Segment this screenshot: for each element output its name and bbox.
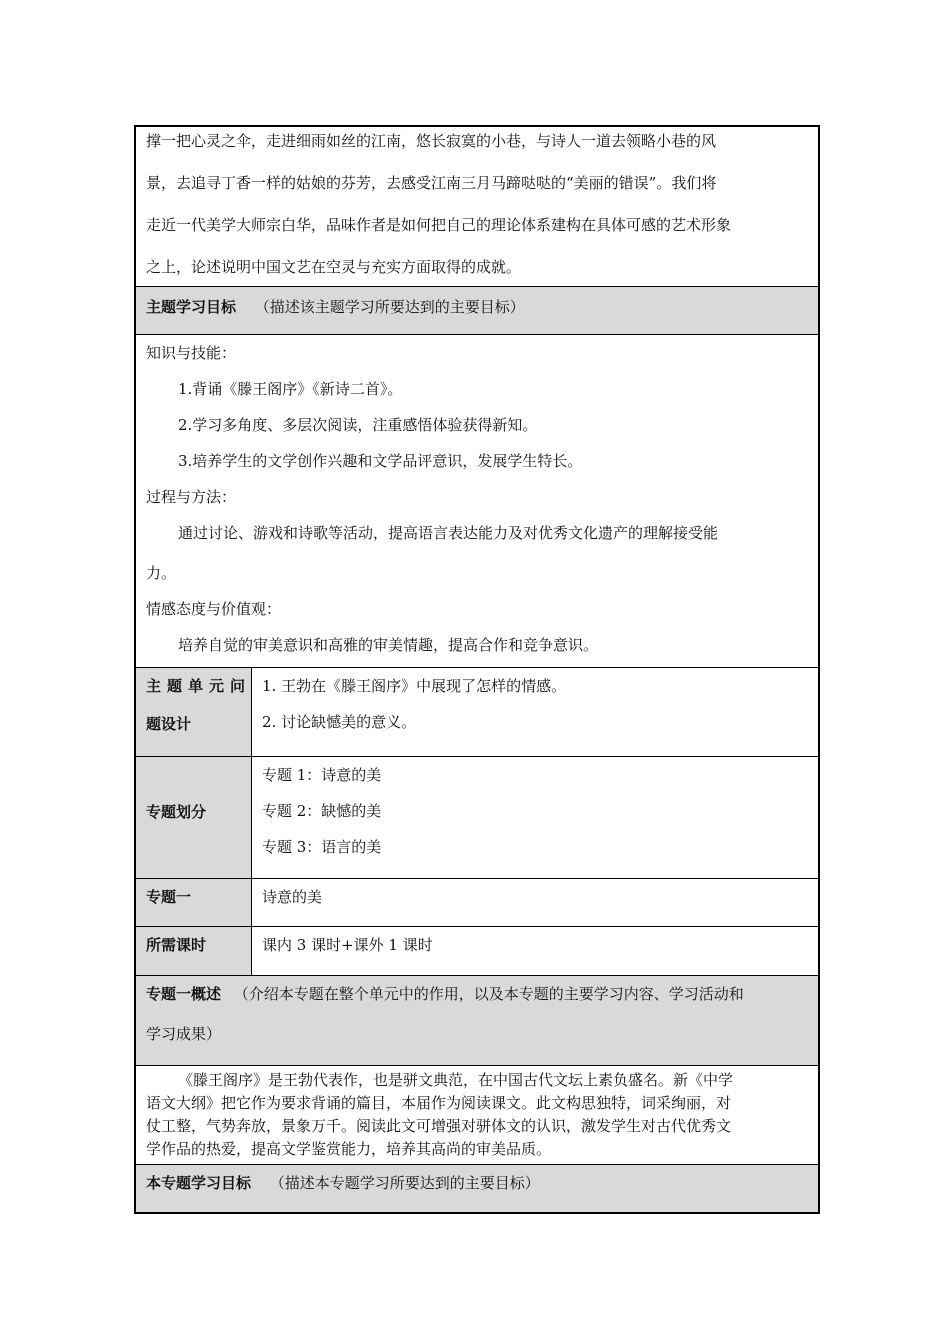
overview-note-cont: 学习成果） — [146, 1025, 222, 1043]
topic-item: 专题 2：缺憾的美 — [262, 802, 382, 820]
intro-line: 景，去追寻丁香一样的姑娘的芬芳，去感受江南三月马蹄哒哒的“美丽的错误”。我们将 — [146, 174, 717, 192]
emotion-label: 情感态度与价值观： — [146, 600, 282, 618]
goals-body — [136, 334, 818, 667]
questions-label-line: 主题单元问 — [146, 677, 252, 695]
topic-one-label: 专题一 — [136, 879, 252, 926]
topic-one-row — [136, 878, 818, 926]
intro-line: 撑一把心灵之伞，走进细雨如丝的江南，悠长寂寞的小巷，与诗人一道去领略小巷的风 — [146, 132, 717, 150]
process-line: 通过讨论、游戏和诗歌等活动，提高语言表达能力及对优秀文化遗产的理解接受能 — [178, 524, 719, 542]
questions-label — [136, 668, 252, 756]
questions-row — [136, 667, 818, 756]
question-item: 2. 讨论缺憾美的意义。 — [262, 713, 417, 731]
overview-header — [136, 975, 818, 1065]
hours-row — [136, 926, 818, 975]
emotion-text: 培养自觉的审美意识和高雅的审美情趣，提高合作和竞争意识。 — [178, 636, 599, 654]
intro-line: 之上，论述说明中国文艺在空灵与充实方面取得的成就。 — [146, 258, 522, 276]
topic-item: 专题 3：语言的美 — [262, 838, 382, 856]
topics-label: 专题划分 — [136, 757, 252, 878]
topics-list — [252, 757, 818, 878]
goals-header — [136, 286, 818, 334]
knowledge-label: 知识与技能： — [146, 344, 237, 362]
questions-label-line: 题设计 — [146, 715, 192, 733]
intro-line: 走近一代美学大师宗白华，品味作者是如何把自己的理论体系建构在具体可感的艺术形象 — [146, 216, 732, 234]
goals-note: （描述该主题学习所要达到的主要目标） — [254, 298, 525, 316]
topic-goals-header — [136, 1164, 818, 1212]
overview-body — [136, 1065, 818, 1164]
topic-goals-note: （描述本专题学习所要达到的主要目标） — [269, 1174, 540, 1192]
knowledge-item: 2.学习多角度、多层次阅读，注重感悟体验获得新知。 — [178, 416, 538, 434]
process-line: 力。 — [146, 564, 177, 582]
process-label: 过程与方法： — [146, 488, 237, 506]
goals-title: 主题学习目标 — [146, 298, 237, 316]
topic-goals-title: 本专题学习目标 — [146, 1174, 252, 1192]
overview-note: （介绍本专题在整个单元中的作用，以及本专题的主要学习内容、学习活动和 — [233, 985, 744, 1003]
overview-line: 仗工整，气势奔放，景象万千。阅读此文可增强对骈体文的认识，激发学生对古代优秀文 — [146, 1117, 732, 1135]
lesson-plan-table — [134, 125, 820, 1214]
overview-title: 专题一概述 — [146, 985, 222, 1003]
intro-section — [136, 125, 818, 286]
knowledge-item: 3.培养学生的文学创作兴趣和文学品评意识，发展学生特长。 — [178, 452, 583, 470]
question-item: 1. 王勃在《滕王阁序》中展现了怎样的情感。 — [262, 677, 567, 695]
topics-row — [136, 756, 818, 878]
hours-label: 所需课时 — [136, 927, 252, 975]
overview-line: 学作品的热爱，提高文学鉴赏能力，培养其高尚的审美品质。 — [146, 1140, 552, 1158]
hours-value: 课内 3 课时+课外 1 课时 — [262, 936, 433, 954]
knowledge-item: 1.背诵《滕王阁序》《新诗二首》。 — [178, 380, 403, 398]
overview-line: 语文大纲》把它作为要求背诵的篇目，本届作为阅读课文。此文构思独特，词采绚丽，对 — [146, 1094, 732, 1112]
overview-line: 《滕王阁序》是王勃代表作，也是骈文典范，在中国古代文坛上素负盛名。新《中学 — [178, 1071, 734, 1089]
topic-one-value: 诗意的美 — [262, 888, 323, 906]
questions-list — [252, 668, 818, 756]
overview-title-line — [146, 982, 808, 1022]
topic-item: 专题 1：诗意的美 — [262, 766, 382, 784]
